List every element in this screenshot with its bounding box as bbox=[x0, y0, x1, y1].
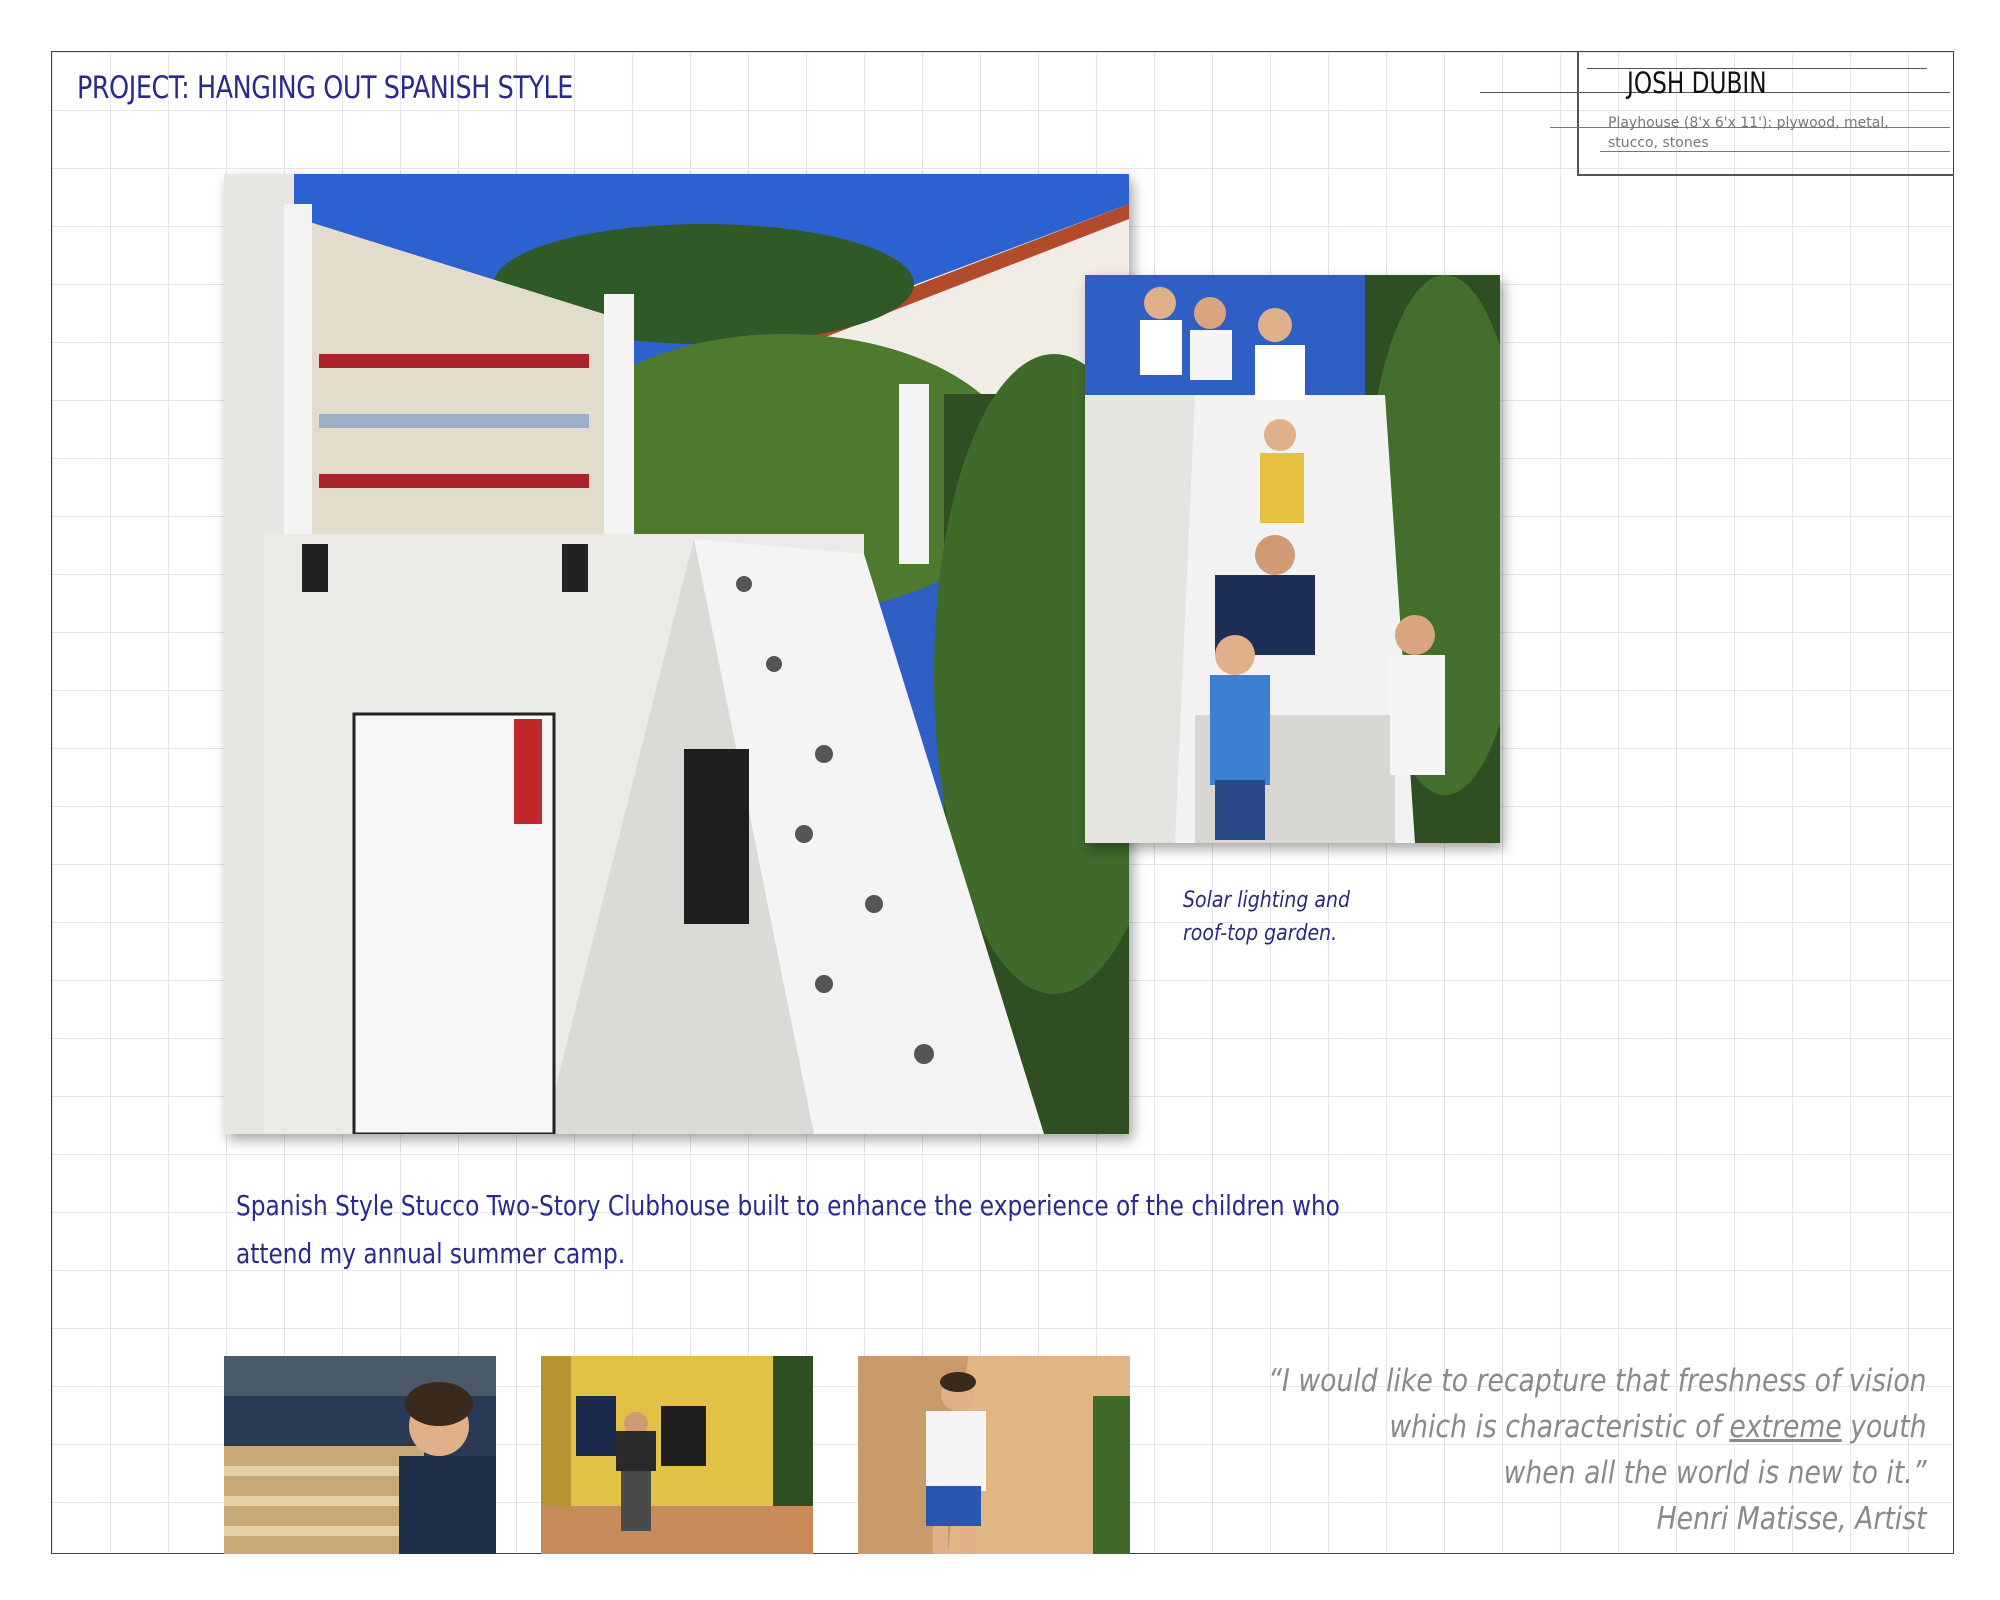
quote-attribution: Henri Matisse, Artist bbox=[1657, 1501, 1927, 1537]
side-photo-caption bbox=[1183, 884, 1350, 950]
caption-line: Solar lighting and bbox=[1183, 888, 1351, 913]
quote-emphasis: extreme bbox=[1729, 1409, 1843, 1445]
thumb-photo-drilling bbox=[541, 1356, 813, 1554]
title-block-divider bbox=[1577, 51, 1579, 175]
quote-line: “I would like to recapture that freshness of vision bbox=[1268, 1363, 1927, 1399]
author-name: JOSH DUBIN bbox=[1627, 66, 1767, 100]
main-photo-clubhouse bbox=[224, 174, 1129, 1134]
project-title: PROJECT: HANGING OUT SPANISH STYLE bbox=[77, 70, 573, 106]
quote-line: when all the world is new to it.” bbox=[1504, 1455, 1927, 1491]
caption-line: attend my annual summer camp. bbox=[236, 1237, 626, 1270]
materials-note: Playhouse (8'x 6'x 11'): plywood, metal, stucco, stones bbox=[1608, 115, 1889, 151]
caption-line: roof-top garden. bbox=[1183, 921, 1338, 946]
caption-line: Spanish Style Stucco Two-Story Clubhouse built to enhance the experience of the children who bbox=[236, 1189, 1340, 1222]
thumb-photo-lumber bbox=[224, 1356, 496, 1554]
quote-line bbox=[1269, 1404, 1927, 1450]
quote-text: which is characteristic of bbox=[1389, 1409, 1730, 1445]
main-photo-caption bbox=[236, 1182, 1340, 1278]
side-photo-kids bbox=[1085, 275, 1500, 843]
matisse-quote bbox=[1269, 1358, 1927, 1542]
quote-text: youth bbox=[1842, 1409, 1927, 1445]
title-block-divider bbox=[1577, 174, 1954, 176]
thumb-photo-plywood bbox=[858, 1356, 1130, 1554]
